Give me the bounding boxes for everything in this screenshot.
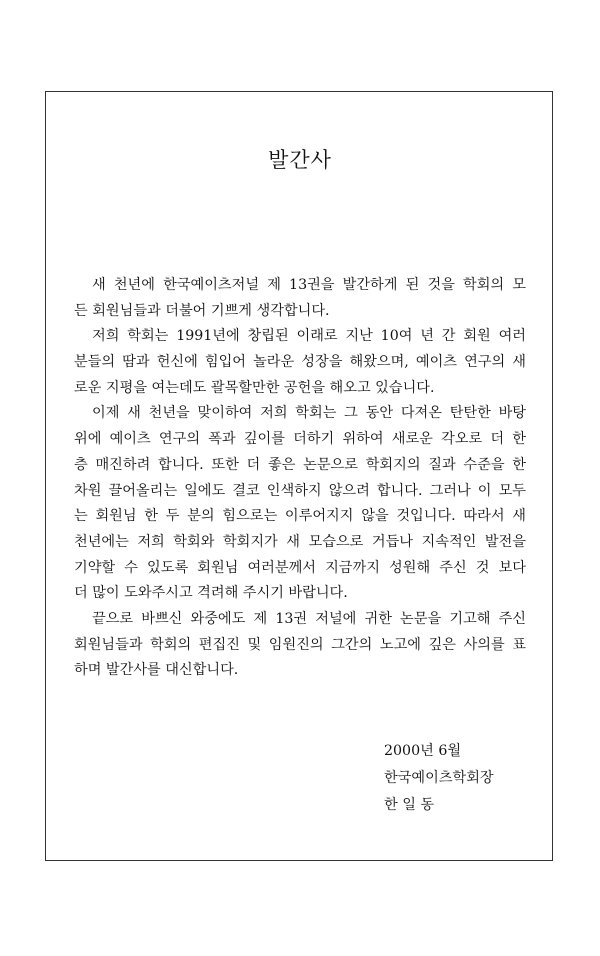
text-line: 위에 예이츠 연구의 폭과 깊이를 더하기 위하여 새로운 각오로 더 한: [74, 431, 526, 448]
text-line: 차원 끌어올리는 일에도 결코 인색하지 않으려 합니다. 그러나 이 모두: [74, 482, 526, 499]
text-line: 기약할 수 있도록 회원님 여러분께서 지금까지 성원해 주신 것 보다: [74, 559, 526, 576]
page-title: 발간사: [268, 148, 332, 172]
text-line: 든 회원님들과 더불어 기쁘게 생각합니다.: [74, 302, 330, 319]
text-line: 천년에는 저희 학회와 학회지가 새 모습으로 거듭나 지속적인 발전을: [74, 533, 526, 550]
text-line: 이제 새 천년을 맞이하여 저희 학회는 그 동안 다져온 탄탄한 바탕: [92, 405, 526, 422]
text-line: 회원님들과 학회의 편집진 및 임원진의 그간의 노고에 깊은 사의를 표: [74, 636, 526, 653]
text-line: 분들의 땀과 헌신에 힘입어 놀라운 성장을 해왔으며, 예이츠 연구의 새: [74, 354, 526, 371]
signature-name: 한 일 동: [384, 797, 435, 813]
text-line: 하며 발간사를 대신합니다.: [74, 662, 239, 679]
text-line: 는 회원님 한 두 분의 힘으로는 이루어지지 않을 것입니다. 따라서 새: [74, 508, 526, 525]
preface-body: [74, 273, 526, 684]
text-line: 저희 학회는 1991년에 창립된 이래로 지난 10여 년 간 회원 여러: [92, 328, 526, 345]
signature-position: 한국예이츠학회장: [384, 770, 494, 786]
text-line: 더 많이 도와주시고 격려해 주시기 바랍니다.: [74, 585, 348, 602]
text-line: 새 천년에 한국예이츠저널 제 13권을 발간하게 된 것을 학회의 모: [92, 277, 526, 293]
text-line: 끝으로 바쁘신 와중에도 제 13권 저널에 귀한 논문을 기고해 주신: [92, 610, 526, 627]
text-line: 로운 지평을 여는데도 괄목할만한 공헌을 해오고 있습니다.: [74, 379, 435, 396]
signature-date: 2000년 6월: [384, 743, 462, 759]
text-line: 층 매진하려 합니다. 또한 더 좋은 논문으로 학회지의 질과 수준을 한: [74, 456, 526, 473]
signature-block: [384, 738, 494, 819]
